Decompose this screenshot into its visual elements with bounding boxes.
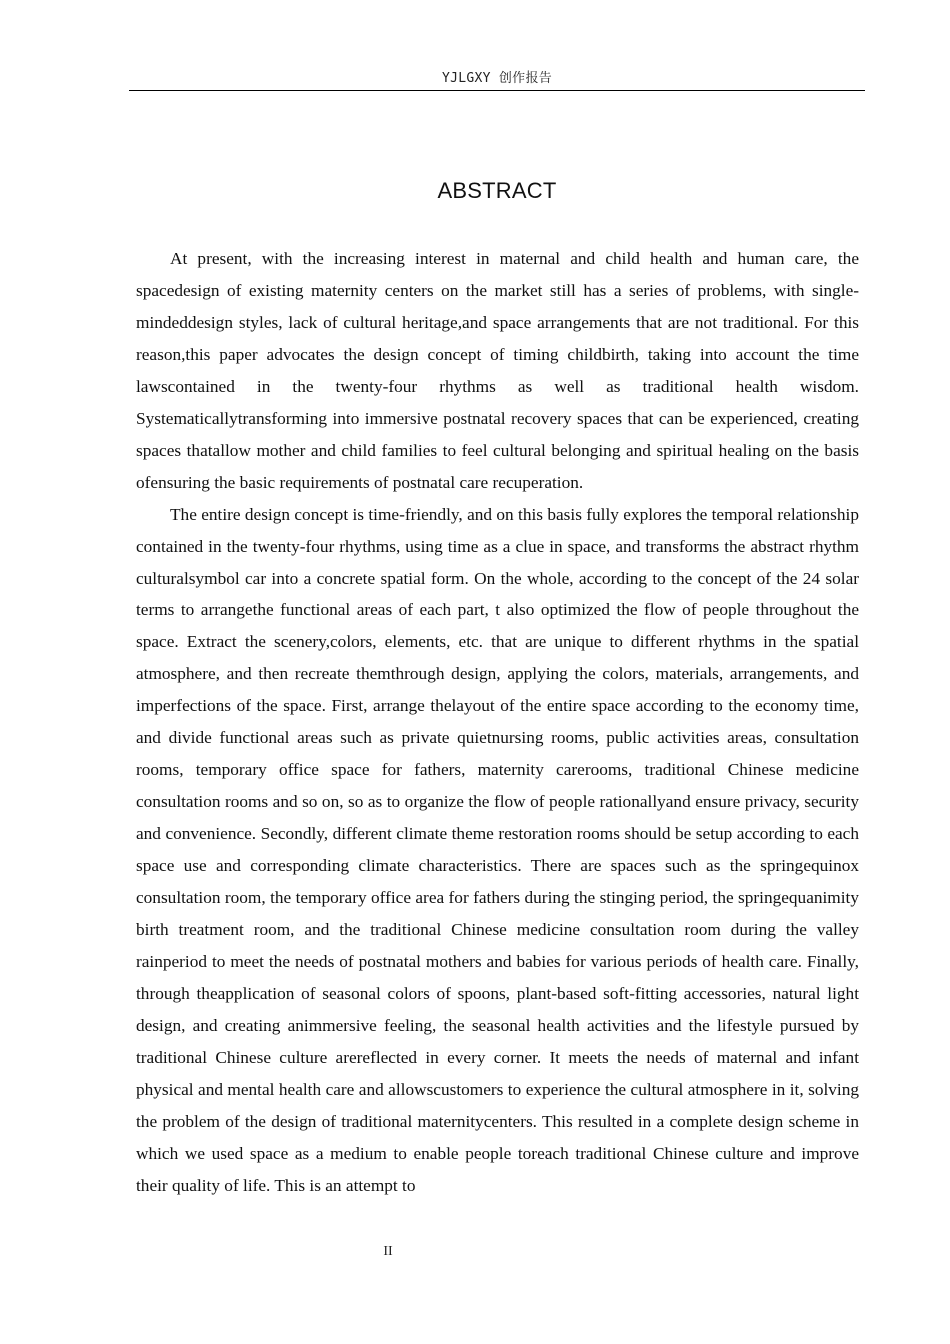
page-header [129,68,865,91]
abstract-body [136,243,859,1241]
abstract-title: ABSTRACT [437,178,557,203]
abstract-paragraph: The entire design concept is time-friendly, and on this basis fully explores the temporal relationship contained in the twenty-four rhythms, using time as a clue in space, and transforms the abstract rhythm culturalsymbol car into a concrete spatial form. On the whole, according to the concept of the 24 solar terms to arrangethe functional areas of each part, t also optimized the flow of people throughout the space. Extract the scenery,colors, elements, etc. that are unique to different rhythms in the spatial atmosphere, and then recreate themthrough design, applying the colors, materials, arrangements, and imperfections of the space. First, arrange thelayout of the entire space according to the economy time, and divide functional areas such as private quietnursing rooms, public activities areas, consultation rooms, temporary office space for fathers, maternity carerooms, traditional Chinese medicine consultation rooms and so on, so as to organize the flow of people rationallyand ensure privacy, security and convenience. Secondly, different climate theme restoration rooms should be setup according to each space use and corresponding climate characteristics. There are spaces such as the springequinox consultation room, the temporary office area for fathers during the stinging period, the springequanimity birth treatment room, and the traditional Chinese medicine consultation room during the valley rainperiod to meet the needs of postnatal mothers and babies for various periods of health care. Finally, through theapplication of seasonal colors of spoons, plant-based soft-fitting accessories, natural light design, and creating animmersive feeling, the seasonal health activities and the lifestyle pursued by traditional Chinese culture arereflected in every corner. It meets the needs of maternal and infant physical and mental health care and allowscustomers to experience the cultural atmosphere in it, solving the problem of the design of traditional maternitycenters. This resulted in a complete design scheme in which we used space as a medium to enable people toreach traditional Chinese culture and improve their quality of life. This is an attempt to [136,504,859,1195]
header-text: YJLGXY 创作报告 [441,71,553,86]
page-number: II [383,1244,393,1259]
abstract-paragraph: At present, with the increasing interest in maternal and child health and human care, the spacedesign of existing maternity centers on the market still has a series of problems, with single-mindeddesign styles, lack of cultural heritage,and space arrangements that are not traditional. For this reason,this paper advocates the design concept of timing childbirth, taking into account the time lawscontained in the twenty-four rhythms as well as traditional health wisdom. Systematicallytransforming into immersive postnatal recovery spaces that can be experienced, creating spaces thatallow mother and child families to feel cultural belonging and spiritual healing on the basis ofensuring the basic requirements of postnatal care recuperation. [136,249,859,492]
